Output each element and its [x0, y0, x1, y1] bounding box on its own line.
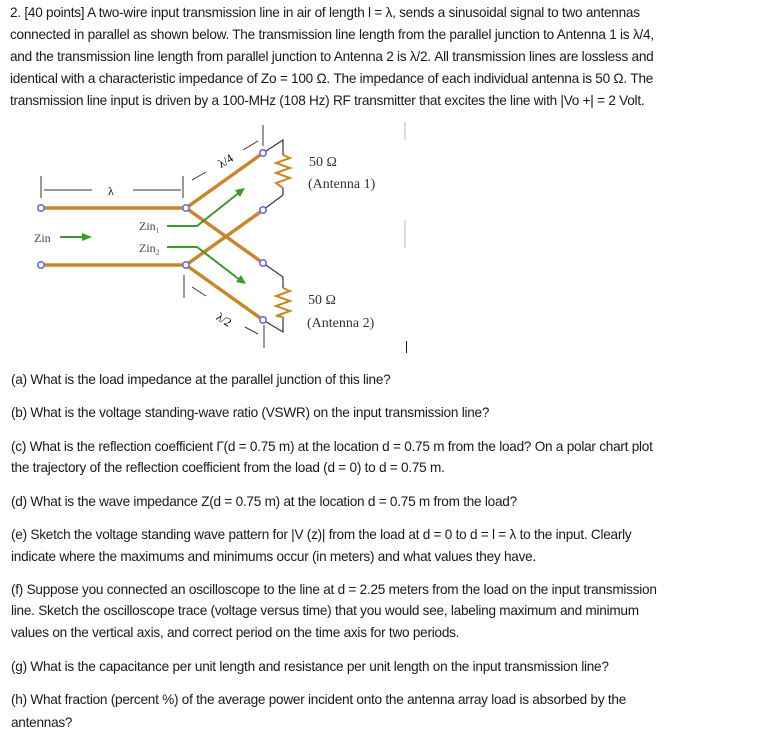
zin-label: Zin: [34, 231, 51, 245]
arrow-heads: [82, 188, 246, 284]
question-f-cont: line. Sketch the oscilloscope trace (voltage versus time) that you would see, labeling maximum and minimum: [11, 603, 639, 618]
antenna-1-resistor: [276, 155, 290, 188]
antenna-2-label: (Antenna 2): [307, 316, 375, 331]
text-cursor: [406, 341, 407, 353]
problem-line: identical with a characteristic impedance of Zo = 100 Ω. The impedance of each individual antenna is 50 Ω. The: [10, 71, 654, 86]
question-c-cont: the trajectory of the reflection coefficient from the load (d = 0) to d = 0.75 m.: [11, 460, 445, 475]
lambda-half-label: λ/2: [213, 309, 235, 330]
question-h: (h) What fraction (percent %) of the average power incident onto the antenna array load is absorbed by the: [11, 692, 627, 707]
zin2-label: Zin₂: [139, 241, 160, 255]
antenna-1-impedance: 50 Ω: [309, 155, 337, 170]
antenna-2-resistor: [276, 288, 290, 317]
question-f-cont: values on the vertical axis, and correct period on the time axis for two periods.: [11, 625, 460, 640]
question-b: (b) What is the voltage standing-wave ratio (VSWR) on the input transmission line?: [11, 405, 490, 420]
lambda-label: λ: [108, 184, 114, 198]
zin1-label: Zin₁: [139, 219, 160, 233]
question-f: (f) Suppose you connected an oscilloscope to the line at d = 2.25 meters from the load on the input transmission: [11, 582, 657, 597]
question-a: (a) What is the load impedance at the parallel junction of this line?: [11, 372, 391, 387]
problem-line: 2. [40 points] A two-wire input transmission line in air of length l = λ, sends a sinusoidal signal to two antennas: [10, 5, 640, 20]
antenna-wires: [263, 140, 283, 332]
antenna-2-impedance: 50 Ω: [308, 293, 336, 308]
problem-line: and the transmission line length from parallel junction to Antenna 2 is λ/2. All transmission lines are lossless and: [10, 49, 654, 64]
question-g: (g) What is the capacitance per unit length and resistance per unit length on the input transmission line?: [11, 659, 609, 674]
transmission-line-diagram: [0, 110, 420, 355]
question-h-cont: antennas?: [11, 715, 73, 730]
question-e-cont: indicate where the maximums and minimums occur (in meters) and what values they have.: [11, 549, 536, 564]
question-d: (d) What is the wave impedance Z(d = 0.75 m) at the location d = 0.75 m from the load?: [11, 494, 517, 509]
question-c: (c) What is the reflection coefficient Γ(d = 0.75 m) at the location d = 0.75 m from the load? On a polar chart plot: [11, 439, 653, 454]
problem-line: connected in parallel as shown below. The transmission line length from the parallel junction to Antenna 1 is λ/4,: [10, 27, 654, 42]
antenna-1-label: (Antenna 1): [308, 177, 376, 192]
question-e: (e) Sketch the voltage standing wave pattern for |V (z)| from the load at d = 0 to d = l = λ to the input. Clearly: [11, 527, 632, 542]
lambda-quarter-label: λ/4: [215, 150, 236, 171]
problem-line: transmission line input is driven by a 100-MHz (108 Hz) RF transmitter that excites the line with |Vo +| = 2 Volt.: [10, 93, 645, 108]
